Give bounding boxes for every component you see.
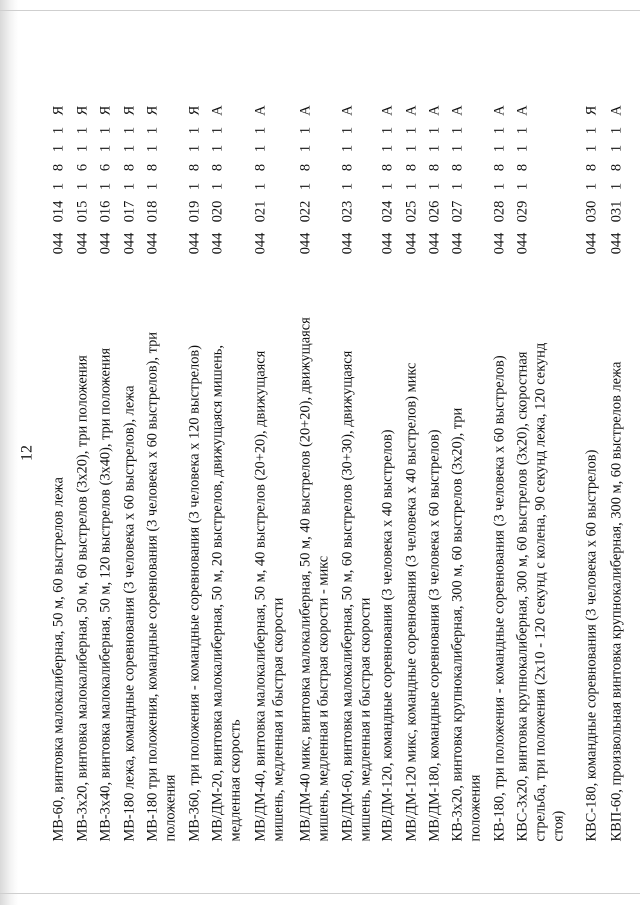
discipline-code	[208, 99, 226, 259]
code-part: 015	[74, 200, 90, 222]
code-part: Я	[144, 105, 160, 115]
code-part: 1	[403, 144, 419, 152]
code-part: А	[297, 104, 313, 116]
code-part: 1	[449, 182, 465, 190]
code-part: 044	[426, 232, 442, 254]
discipline-name-line: КВП-60, произвольная винтовка крупнокалиберная, 300 м, 60 выстрелов лежа	[608, 361, 624, 841]
code-part: 1	[608, 182, 624, 190]
code-part: А	[209, 104, 225, 116]
code-part: А	[252, 104, 268, 116]
code-part: А	[514, 104, 530, 116]
code-part: 1	[491, 126, 507, 134]
code-part: 8	[426, 163, 442, 171]
discipline-name-line: МВ-360, три положения - командные соревнования (3 человека х 120 выстрелов)	[186, 344, 202, 841]
discipline-name-line: КВ-180, три положения - командные соревнования (3 человека х 60 выстрелов)	[491, 354, 507, 841]
discipline-name-line: КВС-3х20, винтовка крупнокалиберная, 300 м, 60 выстрелов (3х20), скоростная	[514, 351, 530, 841]
code-part: 1	[186, 182, 202, 190]
code-part: 1	[209, 126, 225, 134]
discipline-code	[120, 99, 138, 259]
code-part: 6	[97, 163, 113, 171]
discipline-name-line: МВ/ДМ-180, командные соревнования (3 человека х 60 выстрелов)	[426, 428, 442, 841]
code-part: 1	[297, 144, 313, 152]
code-part: 8	[121, 163, 137, 171]
discipline-name-line: мишень, медленная и быстрая скорости	[270, 597, 286, 841]
code-part: 028	[491, 200, 507, 222]
discipline-name-line: МВ/ДМ-60, винтовка малокалиберная, 50 м, 60 выстрелов (30+30), движущаяся	[339, 350, 355, 841]
discipline-code	[448, 99, 466, 259]
code-part: 027	[449, 200, 465, 222]
discipline-name	[582, 281, 600, 841]
code-part: 044	[50, 232, 66, 254]
code-part: 1	[74, 144, 90, 152]
code-part: 024	[379, 200, 395, 222]
discipline-name-line: положения	[162, 774, 178, 841]
code-part: 1	[252, 182, 268, 190]
code-part: 1	[426, 182, 442, 190]
code-part: 1	[50, 182, 66, 190]
code-part: 1	[121, 144, 137, 152]
code-part: 1	[209, 182, 225, 190]
discipline-name-line: МВ-3х20, винтовка малокалиберная, 50 м, 60 выстрелов (3х20), три положения	[74, 354, 90, 841]
discipline-name	[185, 281, 203, 841]
discipline-name-line: стрельба, три положения (2х10 - 120 секунд с колена, 90 секунд лежа, 120 секунд	[532, 342, 548, 841]
code-part: 044	[252, 232, 268, 254]
code-part: 8	[297, 163, 313, 171]
discipline-code	[251, 99, 269, 259]
code-part: 1	[379, 182, 395, 190]
discipline-name	[251, 281, 287, 841]
discipline-name	[448, 281, 484, 841]
code-part: 026	[426, 200, 442, 222]
code-part: 1	[50, 144, 66, 152]
code-part: 1	[74, 182, 90, 190]
code-part: 044	[97, 232, 113, 254]
code-part: 1	[403, 182, 419, 190]
code-part: 017	[121, 200, 137, 222]
code-part: 025	[403, 200, 419, 222]
code-part: 044	[144, 232, 160, 254]
code-part: 044	[491, 232, 507, 254]
code-part: 8	[339, 163, 355, 171]
code-part: 044	[186, 232, 202, 254]
code-part: Я	[186, 105, 202, 115]
code-part: 1	[514, 182, 530, 190]
code-part: 1	[50, 126, 66, 134]
code-part: 1	[144, 126, 160, 134]
code-part: 030	[583, 200, 599, 222]
code-part: 1	[97, 126, 113, 134]
discipline-name-line: медленная скорость	[227, 718, 243, 841]
discipline-name-line: МВ/ДМ-20, винтовка малокалиберная, 50 м, 20 выстрелов, движущаяся мишень,	[209, 344, 225, 841]
code-part: 1	[74, 126, 90, 134]
code-part: Я	[583, 105, 599, 115]
discipline-code	[96, 99, 114, 259]
discipline-code	[607, 99, 625, 259]
code-part: А	[339, 104, 355, 116]
code-part: 031	[608, 200, 624, 222]
code-part: 022	[297, 200, 313, 222]
code-part: 1	[403, 126, 419, 134]
code-part: 1	[297, 182, 313, 190]
discipline-name-line: стоя)	[550, 810, 566, 841]
code-part: 016	[97, 200, 113, 222]
code-part: 1	[121, 182, 137, 190]
page-number: 12	[18, 444, 35, 461]
code-part: 1	[583, 144, 599, 152]
discipline-name	[208, 281, 244, 841]
discipline-code	[296, 99, 314, 259]
code-part: 1	[449, 144, 465, 152]
code-part: Я	[74, 105, 90, 115]
code-part: 1	[608, 144, 624, 152]
code-part: 019	[186, 200, 202, 222]
code-part: 8	[491, 163, 507, 171]
code-part: 014	[50, 200, 66, 222]
code-part: 1	[186, 126, 202, 134]
code-part: 8	[209, 163, 225, 171]
code-part: 1	[491, 182, 507, 190]
discipline-name-line: МВ/ДМ-120, командные соревнования (3 человека х 40 выстрелов)	[379, 428, 395, 841]
code-part: 044	[209, 232, 225, 254]
code-part: 1	[379, 144, 395, 152]
code-part: 1	[379, 126, 395, 134]
discipline-name	[120, 281, 138, 841]
discipline-name-line: МВ-180 лежа, командные соревнования (3 человека х 60 выстрелов), лежа	[121, 384, 137, 841]
discipline-name	[49, 281, 67, 841]
code-part: 029	[514, 200, 530, 222]
code-part: 044	[449, 232, 465, 254]
code-part: 8	[449, 163, 465, 171]
code-part: 044	[297, 232, 313, 254]
discipline-name-line: МВ-60, винтовка малокалиберная, 50 м, 60 выстрелов лежа	[50, 476, 66, 841]
code-part: 1	[97, 182, 113, 190]
code-part: 1	[144, 182, 160, 190]
discipline-name	[338, 281, 374, 841]
discipline-name-line: МВ-180 три положения, командные соревнования (3 человека х 60 выстрелов), три	[144, 331, 160, 841]
code-part: 8	[403, 163, 419, 171]
discipline-name	[513, 281, 567, 841]
discipline-code	[185, 99, 203, 259]
code-part: 1	[491, 144, 507, 152]
code-part: 1	[121, 126, 137, 134]
discipline-name	[296, 281, 332, 841]
code-part: 1	[144, 144, 160, 152]
code-part: 1	[209, 144, 225, 152]
code-part: 1	[449, 126, 465, 134]
code-part: 1	[514, 144, 530, 152]
code-part: 1	[186, 144, 202, 152]
code-part: 8	[252, 163, 268, 171]
code-part: 023	[339, 200, 355, 222]
code-part: 020	[209, 200, 225, 222]
discipline-code	[143, 99, 161, 259]
discipline-name	[607, 281, 625, 841]
code-part: А	[449, 104, 465, 116]
code-part: Я	[121, 105, 137, 115]
discipline-code	[73, 99, 91, 259]
code-part: 8	[608, 163, 624, 171]
discipline-code	[582, 99, 600, 259]
code-part: 021	[252, 200, 268, 222]
discipline-name-line: МВ/ДМ-40 микс, винтовка малокалиберная, 50 м, 40 выстрелов (20+20), движущаяся	[297, 316, 313, 841]
code-part: Я	[50, 105, 66, 115]
code-part: 6	[74, 163, 90, 171]
code-part: А	[491, 104, 507, 116]
discipline-code	[490, 99, 508, 259]
code-part: 8	[144, 163, 160, 171]
code-part: 044	[514, 232, 530, 254]
discipline-name	[73, 281, 91, 841]
discipline-name-line: МВ/ДМ-40, винтовка малокалиберная, 50 м, 40 выстрелов (20+20), движущаяся	[252, 350, 268, 841]
code-part: А	[403, 104, 419, 116]
code-part: 1	[339, 182, 355, 190]
code-part: 044	[74, 232, 90, 254]
code-part: 1	[608, 126, 624, 134]
discipline-name	[490, 281, 508, 841]
code-part: 8	[514, 163, 530, 171]
code-part: Я	[97, 105, 113, 115]
discipline-name-line: МВ/ДМ-120 микс, командные соревнования (3 человека х 40 выстрелов) микс	[403, 362, 419, 841]
discipline-name	[96, 281, 114, 841]
code-part: 1	[426, 144, 442, 152]
discipline-name	[378, 281, 396, 841]
discipline-name-line: МВ-3х40, винтовка малокалиберная, 50 м, 120 выстрелов (3х40), три положения	[97, 347, 113, 841]
discipline-name	[402, 281, 420, 841]
code-part: 044	[121, 232, 137, 254]
discipline-code	[338, 99, 356, 259]
discipline-name	[143, 281, 179, 841]
code-part: 8	[379, 163, 395, 171]
code-part: 1	[97, 144, 113, 152]
discipline-name-line: мишень, медленная и быстрая скорости - микс	[315, 555, 331, 841]
discipline-code	[378, 99, 396, 259]
code-part: 8	[583, 163, 599, 171]
code-part: 044	[608, 232, 624, 254]
code-part: 1	[514, 126, 530, 134]
code-part: А	[379, 104, 395, 116]
code-part: 1	[252, 126, 268, 134]
code-part: 8	[50, 163, 66, 171]
code-part: 044	[583, 232, 599, 254]
code-part: 1	[339, 144, 355, 152]
discipline-code	[402, 99, 420, 259]
discipline-name	[425, 281, 443, 841]
code-part: 018	[144, 200, 160, 222]
code-part: 1	[297, 126, 313, 134]
discipline-name-line: КВ-3х20, винтовка крупнокалиберная, 300 м, 60 выстрелов (3х20), три	[449, 407, 465, 841]
code-part: 1	[583, 182, 599, 190]
discipline-name-line: мишень, медленная и быстрая скорости	[357, 597, 373, 841]
code-part: 1	[583, 126, 599, 134]
discipline-code	[425, 99, 443, 259]
code-part: 1	[426, 126, 442, 134]
discipline-name-line: КВС-180, командные соревнования (3 человека х 60 выстрелов)	[583, 449, 599, 841]
code-part: 044	[379, 232, 395, 254]
discipline-name-line: положения	[467, 774, 483, 841]
code-part: А	[608, 104, 624, 116]
discipline-code	[49, 99, 67, 259]
code-part: 044	[403, 232, 419, 254]
code-part: А	[426, 104, 442, 116]
code-part: 1	[339, 126, 355, 134]
code-part: 1	[252, 144, 268, 152]
code-part: 8	[186, 163, 202, 171]
code-part: 044	[339, 232, 355, 254]
discipline-code	[513, 99, 531, 259]
